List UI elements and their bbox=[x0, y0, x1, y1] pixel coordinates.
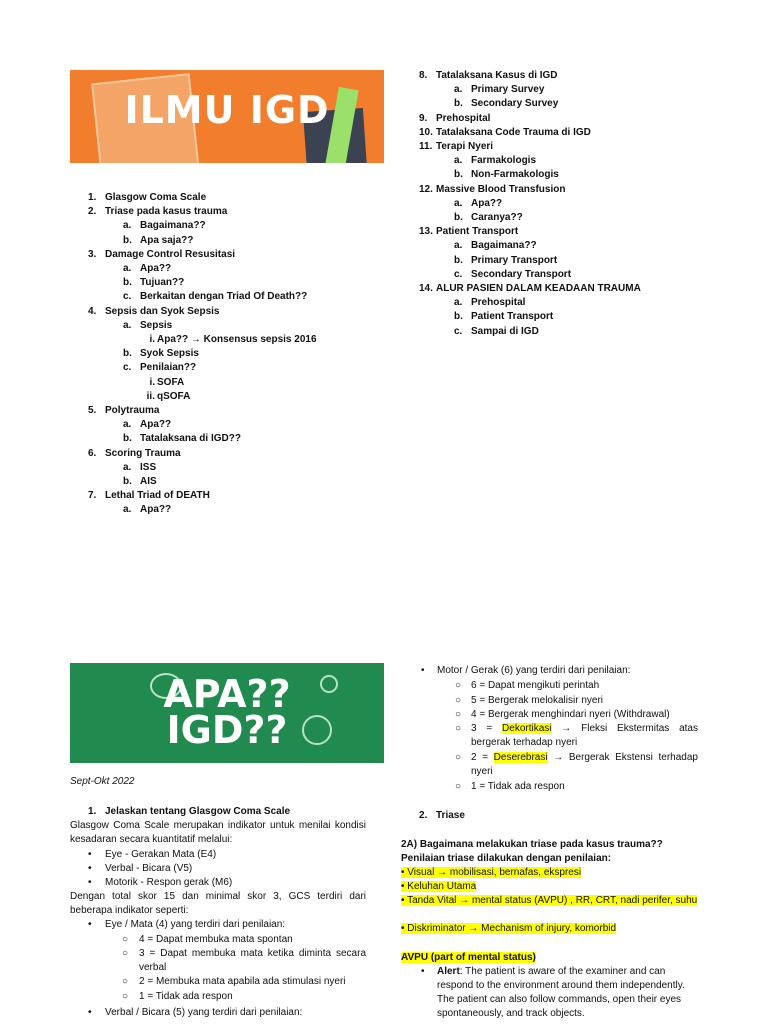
toc-item-text: Massive Blood Transfusion bbox=[436, 183, 566, 195]
date-label: Sept-Okt 2022 bbox=[70, 776, 135, 787]
motor-2-desc: → Bergerak Ekstensi terhadap nyeri bbox=[471, 752, 698, 777]
toc-item-text: Apa?? bbox=[471, 197, 503, 209]
motor-item-2 bbox=[471, 751, 698, 779]
alert-text: : The patient is aware of the examiner and can respond to the environment around them independently. The patient can also follow commands, open their eyes spontaneously, and track objects. bbox=[437, 966, 685, 1019]
toc-item-number: b. bbox=[123, 433, 132, 445]
toc-item-text: Secondary Transport bbox=[471, 268, 572, 280]
bullet-dot: • bbox=[88, 863, 92, 875]
eye-title: Eye / Mata (4) yang terdiri dari penilaian: bbox=[105, 919, 286, 930]
bullet-dot: • bbox=[421, 966, 425, 977]
toc-item-number: b. bbox=[123, 348, 132, 360]
toc-item-text: Apa?? bbox=[140, 504, 172, 516]
toc-item-text: Farmakologis bbox=[471, 155, 537, 167]
toc-item-text: Tatalaksana di IGD?? bbox=[140, 433, 241, 445]
toc-item-number: b. bbox=[454, 311, 463, 323]
banner-title-line1: APA?? bbox=[163, 672, 291, 716]
toc-item-number: 5. bbox=[88, 405, 97, 416]
motor-item-3 bbox=[471, 722, 698, 750]
toc-item-text: Non-Farmakologis bbox=[471, 169, 559, 181]
gcs-component-item: Verbal - Bicara (V5) bbox=[105, 863, 193, 875]
toc-item-number: 11. bbox=[419, 141, 433, 152]
toc-item-number: a. bbox=[123, 319, 132, 331]
eye-score-item: 3 = Dapat membuka mata ketika diminta secara verbal bbox=[139, 948, 366, 973]
question-1-number: 1. bbox=[88, 806, 97, 817]
bullet-dot: • bbox=[421, 665, 425, 676]
toc-item-text: Berkaitan dengan Triad Of Death?? bbox=[140, 291, 308, 303]
toc-item-number: 2. bbox=[88, 206, 97, 218]
toc-item-text: Caranya?? bbox=[471, 212, 523, 223]
circle-bullet: ○ bbox=[455, 781, 462, 792]
toc-item-number: 1. bbox=[88, 192, 97, 203]
toc-item-number: 13. bbox=[419, 226, 433, 238]
motor-3-score: 3 = bbox=[471, 723, 503, 734]
triage-item-text: • Keluhan Utama bbox=[401, 881, 477, 892]
toc-item-number: a. bbox=[454, 84, 463, 96]
toc-item-text: Primary Transport bbox=[471, 254, 558, 266]
toc-item-number: c. bbox=[454, 268, 463, 280]
circle-bullet: ○ bbox=[455, 723, 462, 734]
circle-bullet: ○ bbox=[122, 934, 129, 945]
toc-item-number: 8. bbox=[419, 70, 428, 81]
toc-item-number: i. bbox=[149, 376, 155, 388]
toc-item-number: a. bbox=[123, 263, 132, 274]
toc-item-number: 9. bbox=[419, 112, 428, 124]
alert-paragraph bbox=[437, 965, 699, 1021]
gcs-total-paragraph: Dengan total skor 15 dan minimal skor 3, GCS terdiri dari beberapa indikator seperti: bbox=[70, 891, 366, 916]
toc-item-text: Tatalaksana Code Trauma di IGD bbox=[436, 126, 591, 138]
motor-title: Motor / Gerak (6) yang terdiri dari penilaian: bbox=[437, 665, 631, 676]
toc-item-text: Patient Transport bbox=[471, 311, 554, 323]
circle-bullet: ○ bbox=[122, 976, 129, 987]
toc-item-number: b. bbox=[454, 254, 463, 266]
question-1-title: Jelaskan tentang Glasgow Coma Scale bbox=[105, 806, 291, 817]
triage-subtitle: Penilaian triase dilakukan dengan penilaian: bbox=[401, 853, 612, 864]
toc-item-text: Prehospital bbox=[436, 112, 491, 124]
eye-score-item: 2 = Membuka mata apabila ada stimulasi nyeri bbox=[139, 976, 346, 987]
toc-item-number: 6. bbox=[88, 447, 97, 459]
toc-item-text: Primary Survey bbox=[471, 84, 545, 96]
toc-item-number: b. bbox=[454, 212, 463, 223]
toc-item-text: Damage Control Resusitasi bbox=[105, 248, 236, 260]
toc-item-number: 7. bbox=[88, 490, 97, 502]
toc-item-text: Secondary Survey bbox=[471, 98, 559, 110]
toc-item-number: a. bbox=[454, 197, 463, 209]
toc-item-text: Polytrauma bbox=[105, 405, 160, 416]
toc-item-text: Patient Transport bbox=[436, 226, 519, 238]
toc-item-text: Apa?? bbox=[140, 263, 172, 274]
toc-item-text: Terapi Nyeri bbox=[436, 141, 494, 152]
bullet-dot: • bbox=[88, 877, 92, 889]
toc-item-text: ALUR PASIEN DALAM KEADAAN TRAUMA bbox=[436, 283, 641, 294]
triage-item-text: • Tanda Vital → mental status (AVPU) , RR, CRT, nadi perifer, suhu bbox=[401, 895, 698, 906]
triage-item bbox=[401, 880, 476, 894]
toc-item-number: b. bbox=[454, 98, 463, 110]
circle-bullet: ○ bbox=[455, 709, 462, 720]
toc-item-text: Glasgow Coma Scale bbox=[105, 192, 207, 203]
toc-item-text: qSOFA bbox=[157, 390, 191, 402]
circle-bullet: ○ bbox=[122, 948, 129, 959]
toc-item-text: Lethal Triad of DEATH bbox=[105, 490, 210, 502]
ilmu-igd-banner bbox=[70, 70, 384, 163]
toc-item-text: Apa?? → Konsensus sepsis 2016 bbox=[157, 334, 317, 345]
triage-item bbox=[401, 866, 581, 880]
toc-item-number: b. bbox=[123, 234, 132, 246]
toc-item-number: b. bbox=[123, 277, 132, 289]
circle-bullet: ○ bbox=[455, 694, 462, 706]
toc-item-text: Prehospital bbox=[471, 297, 526, 309]
alert-label: Alert bbox=[437, 966, 460, 977]
toc-item-number: b. bbox=[123, 476, 132, 487]
motor-score-item: 6 = Dapat mengikuti perintah bbox=[471, 680, 600, 691]
apa-igd-banner bbox=[70, 663, 384, 763]
toc-item-text: AIS bbox=[140, 476, 157, 487]
motor-3-desc: → Fleksi Ekstermitas atas bergerak terhadap nyeri bbox=[471, 723, 698, 748]
toc-item-text: Sepsis bbox=[140, 319, 173, 331]
bullet-dot: • bbox=[88, 849, 92, 860]
toc-item-number: c. bbox=[123, 362, 132, 374]
circle-bullet: ○ bbox=[455, 680, 462, 691]
toc-item-number: a. bbox=[123, 220, 132, 232]
triage-item-text: • Visual → mobilisasi, bernafas, ekspresi bbox=[401, 867, 582, 878]
avpu-title: AVPU (part of mental status) bbox=[401, 952, 536, 963]
toc-item-number: a. bbox=[123, 419, 132, 431]
toc-item-number: ii. bbox=[146, 390, 155, 402]
deserebrasi-highlight: Deserebrasi bbox=[493, 752, 548, 763]
toc-item-text: SOFA bbox=[157, 376, 185, 388]
question-2-title: Triase bbox=[436, 810, 465, 821]
gcs-intro-paragraph: Glasgow Coma Scale merupakan indikator untuk menilai kondisi kesadaran secara kuantitatif melalui: bbox=[70, 820, 366, 845]
motor-score-item: 5 = Bergerak melokalisir nyeri bbox=[471, 694, 603, 706]
toc-item-number: a. bbox=[123, 504, 132, 516]
toc-item-number: 12. bbox=[419, 183, 433, 195]
avpu-title-wrap bbox=[401, 951, 536, 965]
question-2-number: 2. bbox=[419, 810, 428, 821]
toc-item-number: a. bbox=[123, 461, 132, 473]
toc-item-text: Triase pada kasus trauma bbox=[105, 206, 228, 218]
toc-item-text: Scoring Trauma bbox=[105, 447, 181, 459]
motor-score-item: 4 = Bergerak menghindari nyeri (Withdrawal) bbox=[471, 709, 670, 720]
toc-item-number: c. bbox=[123, 291, 132, 303]
toc-item-text: Sepsis dan Syok Sepsis bbox=[105, 305, 220, 317]
toc-item-text: Apa saja?? bbox=[140, 234, 194, 246]
verbal-title: Verbal / Bicara (5) yang terdiri dari penilaian: bbox=[105, 1007, 303, 1018]
gcs-component-item: Motorik - Respon gerak (M6) bbox=[105, 877, 233, 889]
toc-item-text: Penilaian?? bbox=[140, 362, 197, 374]
toc-item-number: a. bbox=[454, 240, 463, 252]
bullet-dot: • bbox=[88, 1007, 92, 1018]
eye-score-item: 4 = Dapat membuka mata spontan bbox=[139, 934, 293, 945]
toc-item-text: Apa?? bbox=[140, 419, 172, 431]
eye-score-item: 1 = Tidak ada respon bbox=[139, 991, 233, 1002]
toc-item-number: 4. bbox=[88, 305, 97, 317]
toc-item-text: Tujuan?? bbox=[140, 277, 185, 289]
toc-item-number: b. bbox=[454, 169, 463, 181]
toc-item-number: a. bbox=[454, 297, 463, 309]
toc-item-number: 14. bbox=[419, 283, 433, 294]
dekortikasi-highlight: Dekortikasi bbox=[502, 723, 552, 734]
toc-item-text: Bagaimana?? bbox=[471, 240, 537, 252]
triage-item bbox=[401, 922, 616, 936]
toc-item-text: Bagaimana?? bbox=[140, 220, 206, 232]
toc-item-text: Syok Sepsis bbox=[140, 348, 199, 360]
toc-item-number: i. bbox=[149, 334, 155, 345]
toc-item-number: a. bbox=[454, 155, 463, 167]
circle-bullet: ○ bbox=[122, 991, 129, 1002]
motor-item-1: 1 = Tidak ada respon bbox=[471, 781, 565, 792]
toc-item-number: c. bbox=[454, 325, 463, 337]
toc-item-number: 3. bbox=[88, 248, 97, 260]
toc-item-text: Tatalaksana Kasus di IGD bbox=[436, 70, 558, 81]
motor-2-score: 2 = bbox=[471, 752, 494, 763]
banner-title: ILMU IGD bbox=[124, 88, 330, 132]
banner-title-line2: IGD?? bbox=[166, 708, 288, 752]
circle-bullet: ○ bbox=[455, 752, 462, 763]
toc-item-text: ISS bbox=[140, 461, 157, 473]
toc-item-number: 10. bbox=[419, 126, 433, 138]
bullet-dot: • bbox=[88, 919, 92, 930]
triage-item-text: • Diskriminator → Mechanism of injury, komorbid bbox=[401, 923, 617, 934]
triage-item bbox=[401, 894, 701, 908]
gcs-component-item: Eye - Gerakan Mata (E4) bbox=[105, 849, 217, 860]
question-2a-title: 2A) Bagaimana melakukan triase pada kasus trauma?? bbox=[401, 839, 663, 850]
toc-item-text: Sampai di IGD bbox=[471, 325, 539, 337]
